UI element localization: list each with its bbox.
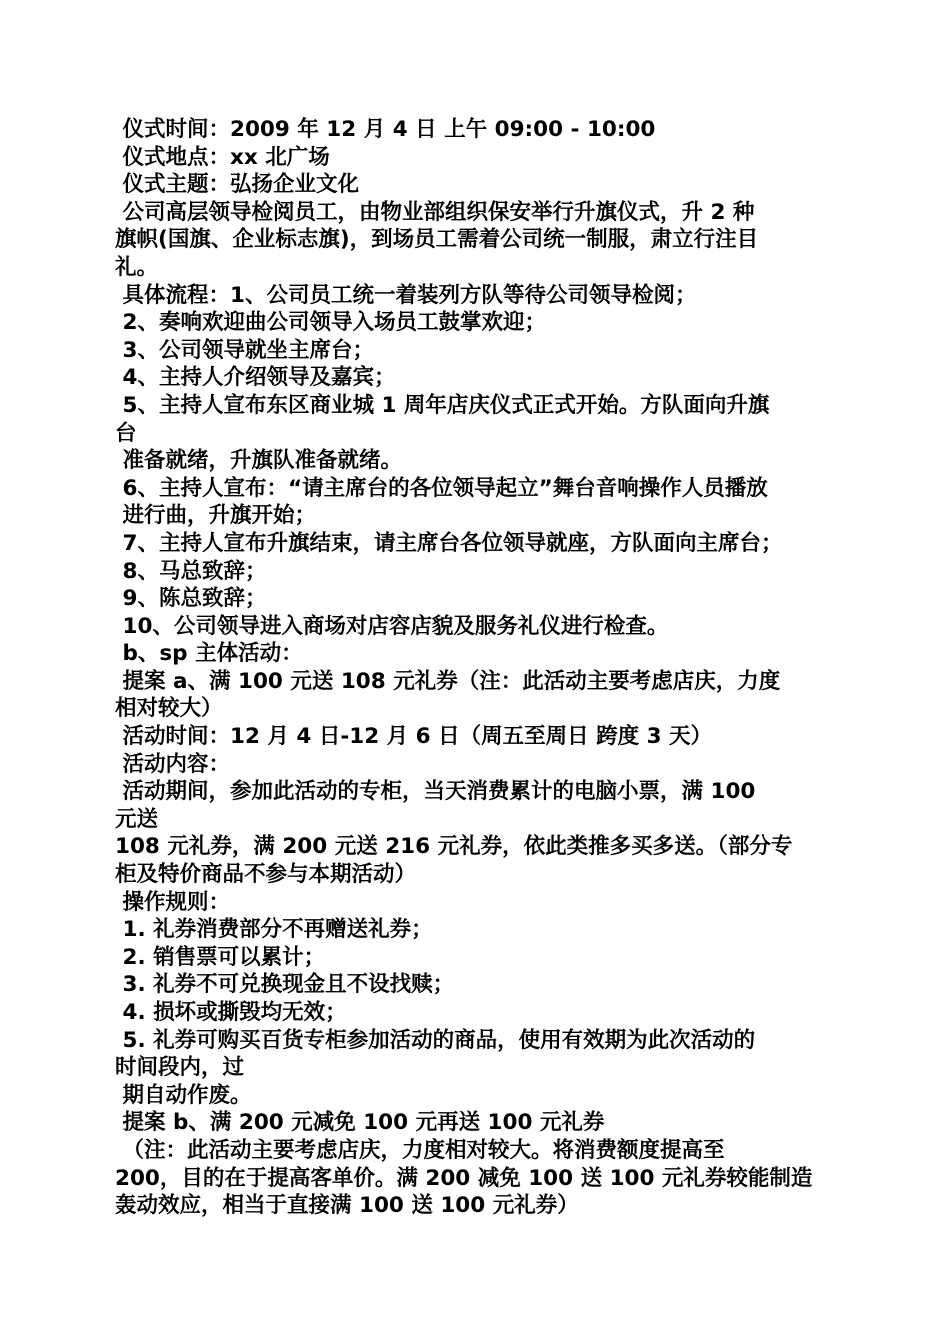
text-line: 5、主持人宣布东区商业城 1 周年店庆仪式正式开始。方队面向升旗 (115, 392, 770, 418)
text-line: 10、公司领导进入商场对店容店貌及服务礼仪进行检查。 (115, 613, 669, 639)
text-line: 提案 b、满 200 元减免 100 元再送 100 元礼券 (115, 1110, 605, 1136)
text-line: 轰动效应，相当于直接满 100 送 100 元礼券） (115, 1193, 579, 1219)
text-line: 台 (115, 420, 137, 446)
text-line: 旗帜(国旗、企业标志旗)，到场员工需着公司统一制服，肃立行注目 (115, 227, 759, 253)
text-line: 4、主持人介绍领导及嘉宾； (115, 365, 396, 391)
text-line: 礼。 (115, 254, 159, 280)
text-line: 仪式地点：xx 北广场 (115, 144, 330, 170)
document-body (115, 116, 840, 1220)
text-line: 具体流程：1、公司员工统一着装列方队等待公司领导检阅； (115, 282, 697, 308)
text-line: 柜及特价商品不参与本期活动） (115, 862, 417, 888)
text-line: 4. 损坏或撕毁均无效； (115, 1000, 347, 1025)
text-line: 活动时间：12 月 4 日-12 月 6 日（周五至周日 跨度 3 天） (115, 724, 713, 750)
text-line: 相对较大） (115, 696, 223, 722)
text-line: 期自动作废。 (115, 1082, 252, 1108)
text-line: 108 元礼券，满 200 元送 216 元礼券，依此类推多买多送。（部分专 (115, 834, 793, 860)
text-line: 3、公司领导就坐主席台； (115, 337, 374, 363)
text-line: b、sp 主体活动： (115, 641, 303, 667)
text-line: 准备就绪，升旗队准备就绪。 (115, 448, 403, 474)
text-line: 5. 礼券可购买百货专柜参加活动的商品，使用有效期为此次活动的 (115, 1027, 756, 1053)
text-line: （注：此活动主要考虑店庆，力度相对较大。将消费额度提高至 (115, 1137, 725, 1163)
text-line: 9、陈总致辞； (115, 586, 267, 612)
text-line: 2. 销售票可以累计； (115, 944, 326, 970)
text-line: 操作规则： (115, 889, 231, 915)
text-line: 元送 (115, 806, 159, 832)
text-line: 7、主持人宣布升旗结束，请主席台各位领导就座，方队面向主席台； (115, 530, 783, 556)
text-line: 1. 礼券消费部分不再赠送礼券； (115, 917, 433, 943)
text-line: 3. 礼券不可兑换现金且不设找赎； (115, 972, 455, 998)
text-line: 活动期间，参加此活动的专柜，当天消费累计的电脑小票，满 100 (115, 779, 756, 805)
text-line: 2、奏响欢迎曲公司领导入场员工鼓掌欢迎； (115, 310, 546, 336)
text-line: 8、马总致辞； (115, 558, 267, 584)
text-line: 公司高层领导检阅员工，由物业部组织保安举行升旗仪式，升 2 种 (115, 199, 755, 225)
text-line: 提案 a、满 100 元送 108 元礼券（注：此活动主要考虑店庆，力度 (115, 668, 781, 694)
text-line: 活动内容： (115, 751, 231, 777)
text-line: 200，目的在于提高客单价。满 200 减免 100 送 100 元礼券较能制造 (115, 1165, 813, 1191)
text-line: 时间段内，过 (115, 1055, 245, 1081)
text-line: 进行曲，升旗开始； (115, 503, 317, 529)
text-line: 6、主持人宣布：“请主席台的各位领导起立”舞台音响操作人员播放 (115, 475, 768, 501)
text-line: 仪式主题：弘扬企业文化 (115, 172, 360, 198)
text-line: 仪式时间：2009 年 12 月 4 日 上午 09:00 - 10:00 (115, 117, 656, 142)
